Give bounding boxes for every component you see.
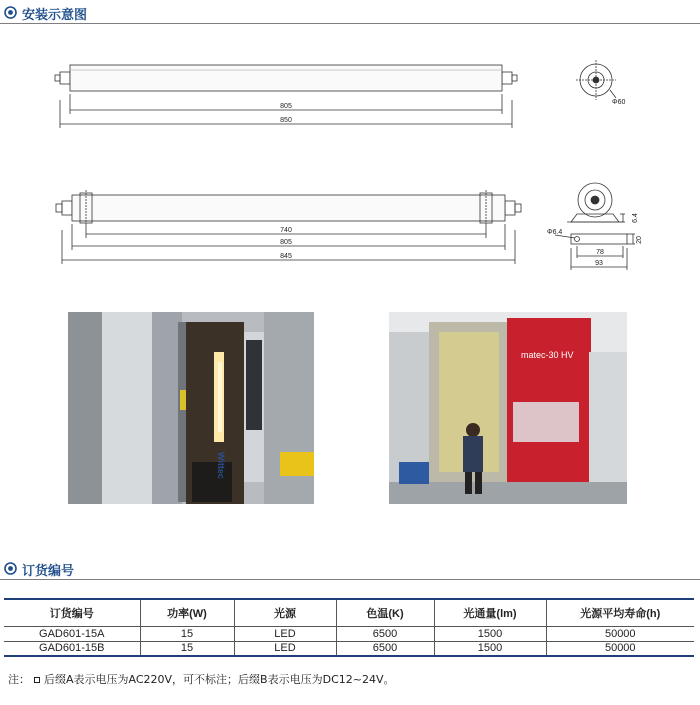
section-rule	[0, 579, 700, 580]
cell-light-source: LED	[234, 641, 336, 656]
table-row	[4, 626, 694, 641]
dim-78: 78	[596, 249, 604, 256]
cell-power: 15	[140, 626, 234, 641]
tube-drawing-top	[50, 60, 530, 130]
section-title-install: 安装示意图	[22, 8, 88, 23]
dim-850: 850	[280, 117, 292, 124]
section-title-order: 订货编号	[22, 564, 75, 579]
section-header-order	[0, 558, 700, 580]
dim-805-top: 805	[280, 103, 292, 110]
col-order-no: 订货编号	[4, 599, 140, 626]
col-lifetime: 光源平均寿命(h)	[546, 599, 694, 626]
machine-brand-label-right: matec-30 HV	[521, 350, 574, 360]
footnote	[8, 671, 395, 687]
machine-left-illustration	[68, 312, 314, 504]
photo-machine-right	[389, 312, 627, 504]
circle-bullet-icon	[4, 562, 17, 575]
order-table	[4, 598, 694, 657]
machine-right-illustration	[389, 312, 627, 504]
tube-end-view-bracket	[545, 178, 645, 274]
square-bullet-icon	[34, 677, 40, 683]
tube-end-view-top	[570, 58, 630, 110]
table-header-row	[4, 599, 694, 626]
dim-6-4: 6.4	[632, 213, 639, 223]
table-row	[4, 641, 694, 656]
cell-lifetime: 50000	[546, 626, 694, 641]
cell-order-no: GAD601-15B	[4, 641, 140, 656]
section-rule	[0, 23, 700, 24]
photo-machine-left	[68, 312, 314, 504]
section-header-install	[0, 2, 700, 24]
cell-color-temp: 6500	[336, 626, 434, 641]
cell-luminous-flux: 1500	[434, 626, 546, 641]
dim-93: 93	[595, 260, 603, 267]
col-luminous-flux: 光通量(lm)	[434, 599, 546, 626]
circle-bullet-icon	[4, 6, 17, 19]
dim-20: 20	[636, 236, 643, 244]
cell-luminous-flux: 1500	[434, 641, 546, 656]
cell-power: 15	[140, 641, 234, 656]
dim-740: 740	[280, 227, 292, 234]
col-light-source: 光源	[234, 599, 336, 626]
dim-805-bracket: 805	[280, 239, 292, 246]
dim-phi60: Φ60	[612, 99, 626, 106]
cell-lifetime: 50000	[546, 641, 694, 656]
cell-order-no: GAD601-15A	[4, 626, 140, 641]
note-prefix: 注：	[8, 673, 30, 686]
machine-brand-label-left: Wittec	[216, 452, 226, 479]
dim-phi6-4: Φ6.4	[547, 229, 563, 236]
col-color-temp: 色温(K)	[336, 599, 434, 626]
tube-drawing-bracket	[50, 190, 530, 268]
note-text: 后缀A表示电压为AC220V，可不标注；后缀B表示电压为DC12~24V。	[44, 673, 395, 686]
col-power: 功率(W)	[140, 599, 234, 626]
dim-845: 845	[280, 253, 292, 260]
cell-color-temp: 6500	[336, 641, 434, 656]
cell-light-source: LED	[234, 626, 336, 641]
